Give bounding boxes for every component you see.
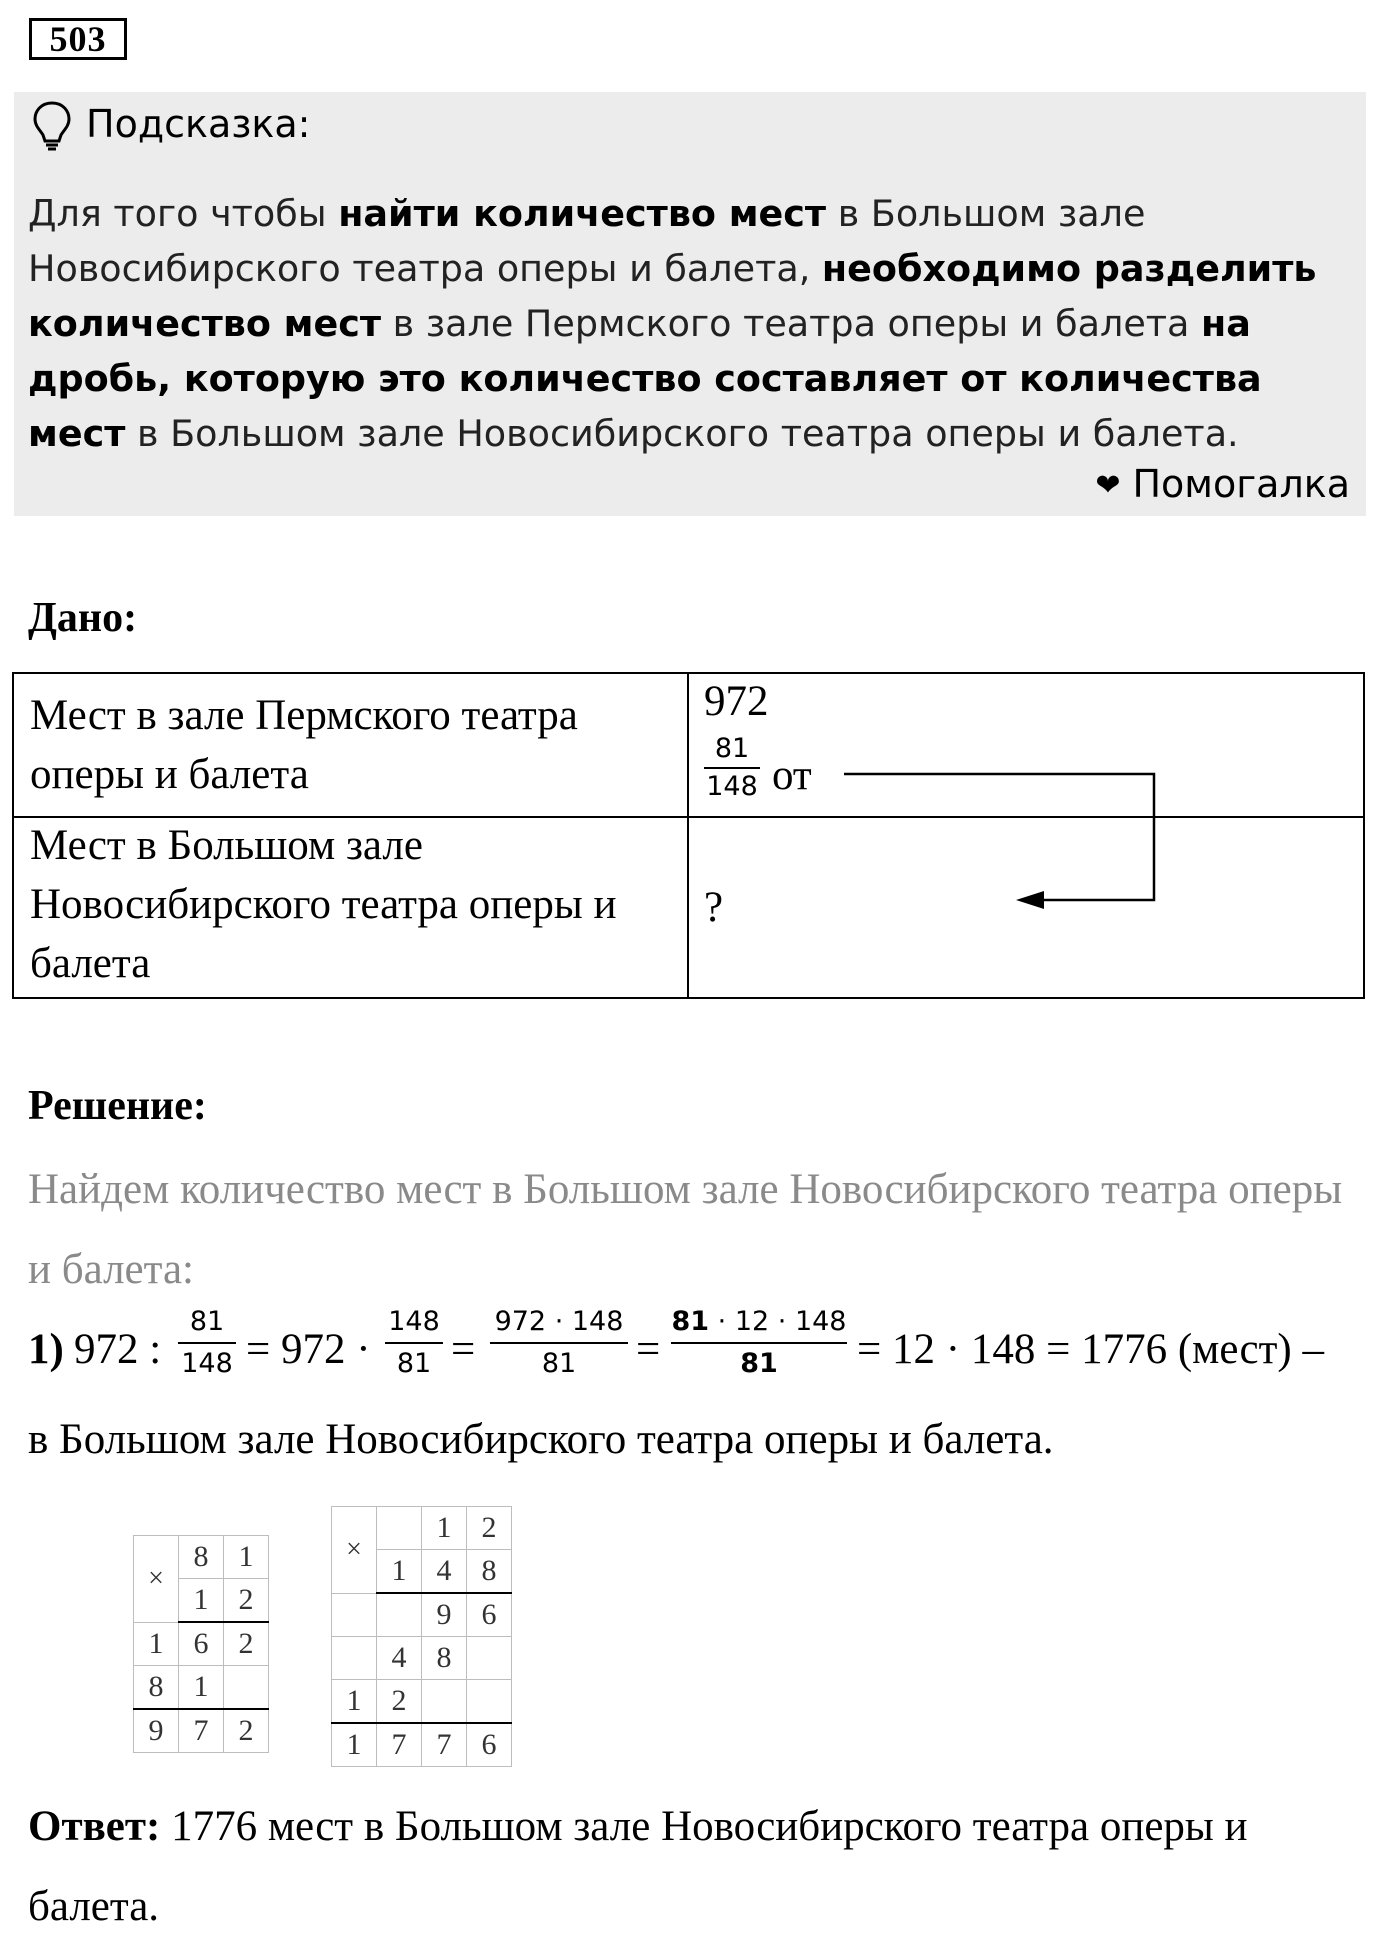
fraction-numerator: · 12 · 148 [709,1306,847,1337]
digit-cell [422,1680,467,1724]
digit-cell: 1 [179,1579,224,1623]
digit-cell [332,1593,377,1637]
row2-value: ? [704,884,724,931]
hint-emphasis: на дробь, которую это количество составляет от количества мест [28,302,1262,455]
digit-cell: 6 [467,1593,512,1637]
answer-text: 1776 мест в Большом зале Новосибирского театра оперы и балета. [28,1803,1248,1930]
digit-cell: 4 [422,1550,467,1594]
hint-segment: в зале Пермского театра оперы и балета [381,302,1202,345]
digit-cell: 8 [467,1550,512,1594]
multiplication-row [134,1666,269,1710]
digit-cell: 7 [179,1709,224,1753]
fraction [490,1305,628,1381]
digit-cell: 1 [134,1622,179,1666]
row2-label: Мест в Большом зале Новосибирского театра оперы и балета [30,822,617,987]
helper-link[interactable] [1095,462,1350,506]
fraction-numerator: 148 [388,1306,440,1337]
column-multiplication-2 [331,1506,512,1767]
helper-label: Помогалка [1132,462,1350,506]
digit-cell: 8 [134,1666,179,1710]
digit-cell: 2 [224,1709,269,1753]
fraction-numerator: 972 · 148 [494,1306,624,1337]
cancelled-factor: 81 [671,1306,710,1337]
multiplication-row [332,1723,512,1767]
fraction-bar [671,1342,847,1344]
answer [28,1787,1368,1947]
given-title: Дано: [28,595,138,641]
hint-segment: в Большом зале Новосибирского театра оперы и балета. [125,412,1239,455]
hint-emphasis: необходимо разделить количество мест [28,247,1317,345]
digit-cell: 7 [422,1723,467,1767]
arrow-connector [14,674,1363,997]
fraction-denominator: 148 [181,1348,233,1379]
fraction-denominator: 81 [396,1348,432,1379]
hint-segment: Для того чтобы [28,192,339,235]
digit-cell: 1 [332,1723,377,1767]
times-sign: × [134,1536,179,1623]
times-sign: × [332,1507,377,1594]
digit-cell: 2 [224,1579,269,1623]
hint-text [28,186,1358,461]
step-term: = [636,1326,661,1373]
digit-cell: 6 [467,1723,512,1767]
fraction-denominator: 81 [740,1348,778,1379]
step-term: = 12 · 148 = 1776 (мест) – [857,1326,1324,1373]
fraction [671,1305,847,1381]
row1-label: Мест в зале Пермского театра оперы и балета [30,692,578,798]
fraction-denominator: 148 [706,771,758,802]
multiplication-row [134,1709,269,1753]
arrow-head-icon [1016,891,1044,909]
digit-cell [377,1507,422,1550]
digit-cell: 6 [179,1622,224,1666]
digit-cell: 1 [179,1666,224,1710]
given-table [12,672,1365,999]
fraction [385,1305,443,1381]
fraction-denominator: 81 [541,1348,577,1379]
multiplication-row [332,1593,512,1637]
digit-cell: 7 [377,1723,422,1767]
digit-cell: 2 [377,1680,422,1724]
step-continuation: в Большом зале Новосибирского театра оперы и балета. [28,1416,1054,1463]
digit-cell [332,1637,377,1680]
digit-cell: 8 [179,1536,224,1579]
digit-cell [467,1680,512,1724]
digit-cell: 1 [224,1536,269,1579]
lightbulb-icon [30,100,74,152]
task-number: 503 [29,18,127,60]
digit-cell [224,1666,269,1710]
multiplication-row [332,1637,512,1680]
digit-cell: 1 [332,1680,377,1724]
digit-cell: 1 [422,1507,467,1550]
digit-cell: 2 [224,1622,269,1666]
digit-cell [467,1637,512,1680]
fraction-numerator: 81 [714,733,750,764]
answer-label: Ответ: [28,1803,161,1850]
digit-cell: 9 [134,1709,179,1753]
multiplication-row [134,1536,269,1579]
fraction [178,1305,236,1381]
multiplication-row [332,1507,512,1550]
of-word: от [772,752,812,799]
column-multiplication-1 [133,1535,269,1753]
fraction-bar [490,1342,628,1344]
digit-cell: 8 [422,1637,467,1680]
digit-cell: 4 [377,1637,422,1680]
row1-value: 972 [704,678,769,725]
fraction-numerator: 81 [189,1306,225,1337]
digit-cell: 2 [467,1507,512,1550]
step-term: = [451,1326,476,1373]
multiplication-row [332,1680,512,1724]
step-label: 1) [28,1326,64,1373]
heart-icon: ❤ [1095,468,1121,503]
solution-title: Решение: [28,1083,207,1129]
digit-cell [377,1593,422,1637]
step-term: 972 : [74,1326,162,1373]
digit-cell: 9 [422,1593,467,1637]
hint-title: Подсказка: [86,102,311,146]
multiplication-row [134,1622,269,1666]
hint-segment: в Большом зале Новосибирского театра оперы и балета, [28,192,1146,290]
fraction-bar [178,1342,236,1344]
digit-cell: 1 [377,1550,422,1594]
solution-intro: Найдем количество мест в Большом зале Новосибирского театра оперы и балета: [28,1166,1343,1293]
hint-emphasis: найти количество мест [338,192,827,235]
step-term: = 972 · [246,1326,371,1373]
fraction-bar [385,1342,443,1344]
